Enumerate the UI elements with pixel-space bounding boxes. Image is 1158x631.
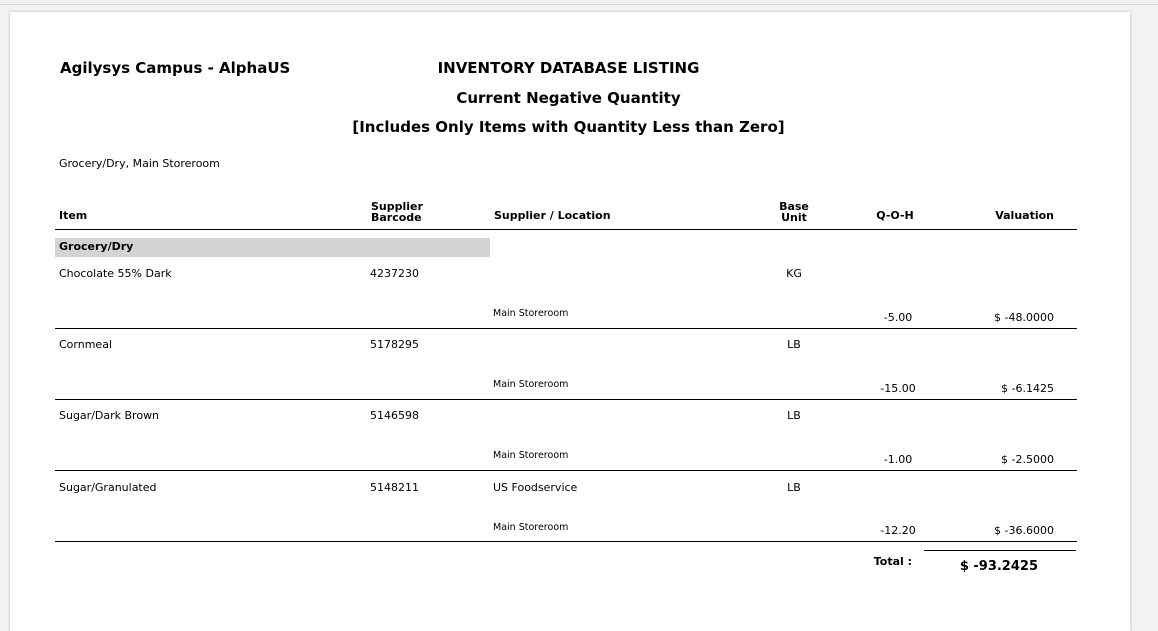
row-location: Main Storeroom <box>493 308 569 319</box>
row-divider <box>55 470 1077 471</box>
column-header-unit-line1: Base <box>779 200 809 213</box>
top-divider <box>0 4 1158 5</box>
company-name: Agilysys Campus - AlphaUS <box>60 59 291 77</box>
total-label: Total : <box>873 555 912 568</box>
row-supplier: US Foodservice <box>493 481 578 494</box>
report-criteria: [Includes Only Items with Quantity Less than Zero] <box>352 118 785 136</box>
column-header-qoh: Q-O-H <box>876 209 914 222</box>
column-header-unit <box>774 201 814 223</box>
row-valuation: $ -36.6000 <box>994 524 1054 537</box>
row-barcode: 5178295 <box>370 338 419 351</box>
row-unit: LB <box>787 409 801 422</box>
row-divider <box>55 399 1077 400</box>
column-header-unit-line2: Unit <box>781 211 807 224</box>
report-subtitle: Current Negative Quantity <box>456 89 681 107</box>
row-location: Main Storeroom <box>493 379 569 390</box>
row-qoh: -1.00 <box>883 453 913 466</box>
row-qoh: -15.00 <box>880 382 916 395</box>
row-item: Cornmeal <box>59 338 112 351</box>
row-unit: LB <box>787 481 801 494</box>
header-rule <box>55 229 1077 230</box>
row-divider <box>55 328 1077 329</box>
table-bottom-rule <box>55 541 1077 542</box>
row-qoh: -5.00 <box>883 311 913 324</box>
row-valuation: $ -2.5000 <box>1001 453 1054 466</box>
column-header-item: Item <box>59 209 88 222</box>
column-header-barcode <box>371 201 423 223</box>
report-filter: Grocery/Dry, Main Storeroom <box>59 157 220 170</box>
total-value: $ -93.2425 <box>959 559 1038 574</box>
row-valuation: $ -6.1425 <box>1001 382 1054 395</box>
total-rule <box>924 550 1076 551</box>
row-item: Sugar/Granulated <box>59 481 157 494</box>
row-item: Chocolate 55% Dark <box>59 267 172 280</box>
row-unit: KG <box>786 267 802 280</box>
column-header-supplier: Supplier / Location <box>494 209 611 222</box>
report-title: INVENTORY DATABASE LISTING <box>437 59 700 77</box>
column-header-barcode-line2: Barcode <box>371 211 422 224</box>
row-barcode: 4237230 <box>370 267 419 280</box>
column-header-barcode-line1: Supplier <box>371 200 423 213</box>
row-barcode: 5148211 <box>370 481 419 494</box>
row-location: Main Storeroom <box>493 522 569 533</box>
row-unit: LB <box>787 338 801 351</box>
group-label: Grocery/Dry <box>59 240 134 253</box>
row-item: Sugar/Dark Brown <box>59 409 160 422</box>
row-valuation: $ -48.0000 <box>994 311 1054 324</box>
report-page <box>10 12 1130 631</box>
row-barcode: 5146598 <box>370 409 419 422</box>
column-header-valuation: Valuation <box>995 209 1054 222</box>
row-qoh: -12.20 <box>880 524 916 537</box>
row-location: Main Storeroom <box>493 450 569 461</box>
